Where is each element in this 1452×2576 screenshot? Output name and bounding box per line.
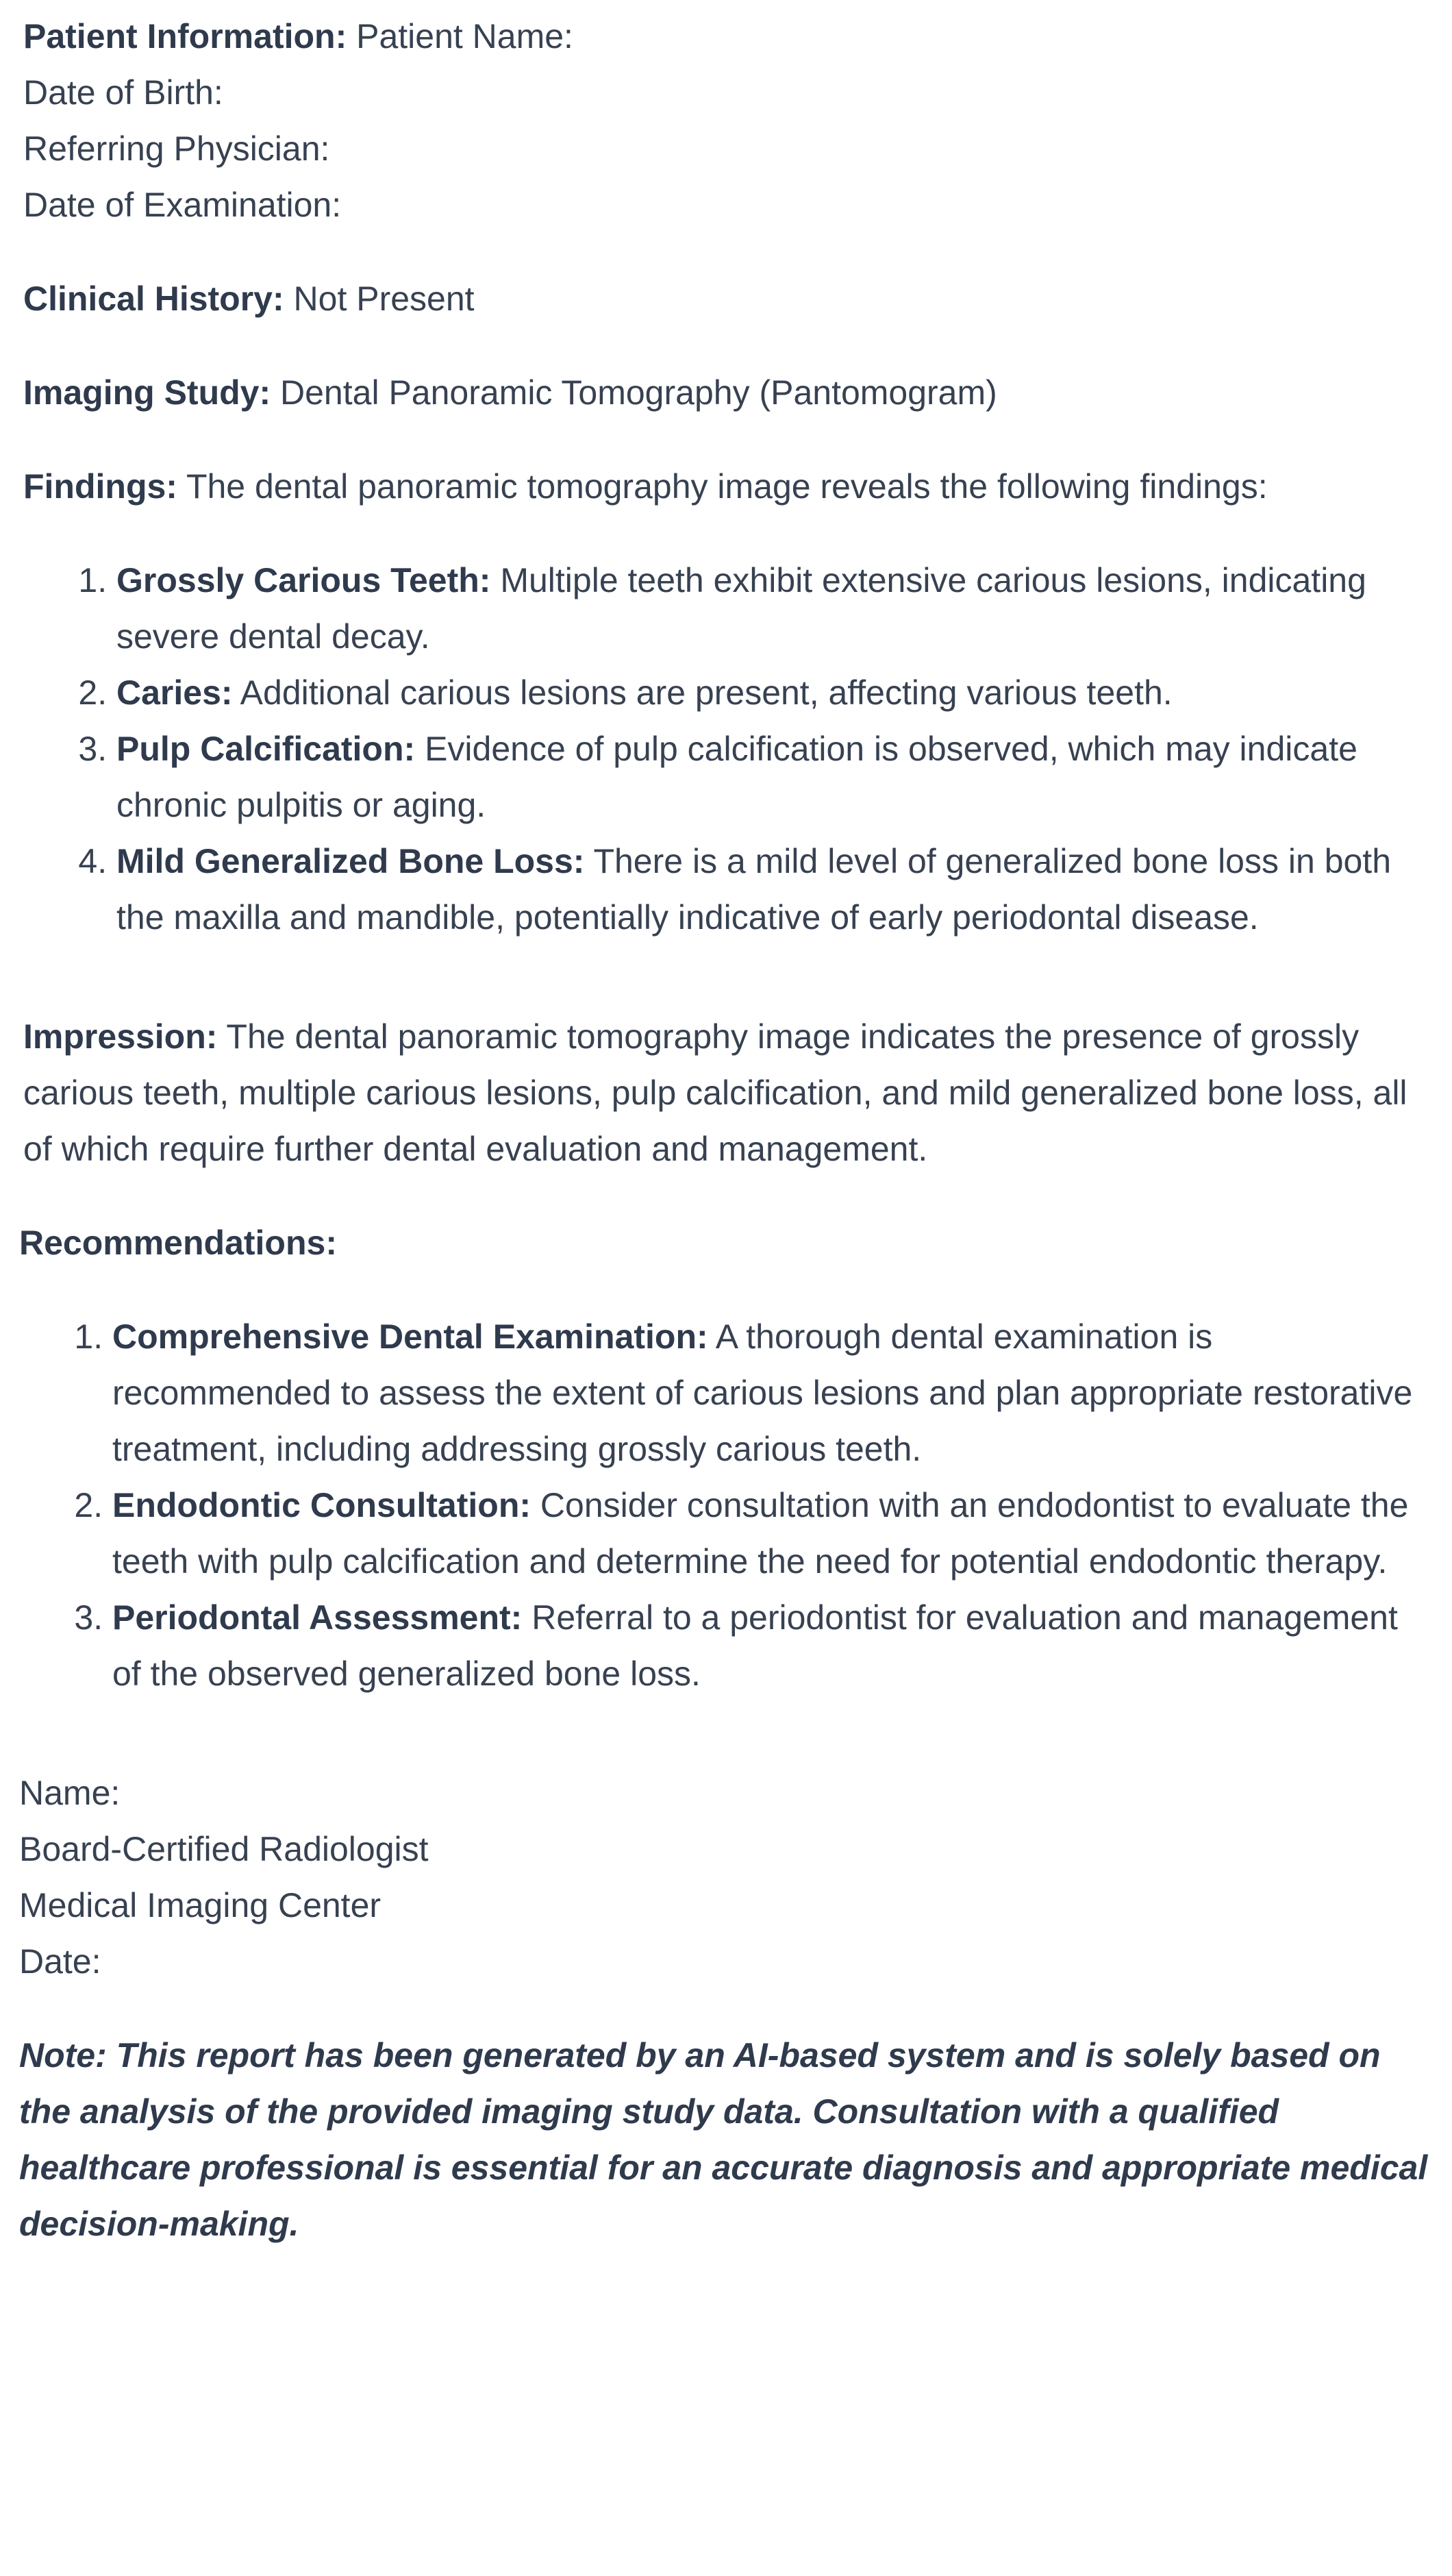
ai-disclaimer-note: Note: This report has been generated by an AI-based system and is solely based on the analysis of the provided imaging study data. Consultation with a qualified healthcare professional is essential for an accurate diagnosis and appropriate medical decision-making. [19,2036,1428,2243]
recommendation-title: Periodontal Assessment: [112,1598,523,1637]
finding-text: There is a mild level of generalized bone loss in both the maxilla and mandible, potentially indicative of early periodontal disease. [116,842,1392,937]
impression-text: The dental panoramic tomography image indicates the presence of grossly carious teeth, multiple carious lesions, pulp calcification, and mild generalized bone loss, all of which require further dental evaluation and management. [23,1017,1407,1168]
impression-heading: Impression: [23,1017,218,1056]
recommendations-heading-text: Recommendations: [19,1224,337,1262]
recommendations-heading [19,1215,1434,1271]
imaging-study-heading: Imaging Study: [23,373,271,412]
referring-physician-label: Referring Physician: [23,129,330,168]
signature-name-label: Name: [19,1774,121,1812]
finding-title: Caries: [116,673,233,712]
clinical-history-value: Not Present [293,280,475,318]
clinical-history-section [23,271,1434,327]
finding-text: Additional carious lesions are present, affecting various teeth. [240,673,1173,712]
finding-title: Pulp Calcification: [116,730,416,768]
recommendation-text: Consider consultation with an endodontist to evaluate the teeth with pulp calcification and determine the need for potential endodontic therapy. [112,1486,1409,1581]
recommendations-list [23,1309,1434,1702]
patient-name-label: Patient Name: [356,17,573,55]
finding-text: Evidence of pulp calcification is observed, which may indicate chronic pulpitis or aging. [116,730,1357,824]
finding-title: Grossly Carious Teeth: [116,561,491,599]
list-item [112,1477,1434,1589]
list-item [116,552,1434,665]
list-item [112,1309,1434,1477]
list-item [116,665,1434,721]
list-item [112,1589,1434,1702]
findings-heading: Findings: [23,467,177,506]
impression-section [23,1008,1434,1177]
date-of-birth-label: Date of Birth: [23,73,223,112]
signature-center: Medical Imaging Center [19,1886,381,1924]
list-item [116,833,1434,945]
imaging-study-section [23,364,1434,421]
signature-date-label: Date: [19,1942,101,1981]
findings-intro: The dental panoramic tomography image reveals the following findings: [186,467,1268,506]
imaging-study-value: Dental Panoramic Tomography (Pantomogram) [280,373,997,412]
recommendation-title: Comprehensive Dental Examination: [112,1317,708,1356]
recommendation-title: Endodontic Consultation: [112,1486,531,1524]
patient-information-section [23,8,1434,233]
signature-title: Board-Certified Radiologist [19,1830,429,1868]
findings-list [23,552,1434,945]
list-item [116,721,1434,833]
clinical-history-heading: Clinical History: [23,280,284,318]
date-of-examination-label: Date of Examination: [23,186,342,224]
findings-section [23,458,1434,515]
finding-text: Multiple teeth exhibit extensive carious lesions, indicating severe dental decay. [116,561,1366,656]
signature-block [19,1765,1434,1990]
patient-name-line [23,8,1434,64]
finding-title: Mild Generalized Bone Loss: [116,842,585,880]
recommendation-text: A thorough dental examination is recommended to assess the extent of carious lesions and plan appropriate restorative treatment, including addressing grossly carious teeth. [112,1317,1413,1468]
recommendation-text: Referral to a periodontist for evaluation and management of the observed generalized bone loss. [112,1598,1398,1693]
patient-information-heading: Patient Information: [23,17,347,55]
